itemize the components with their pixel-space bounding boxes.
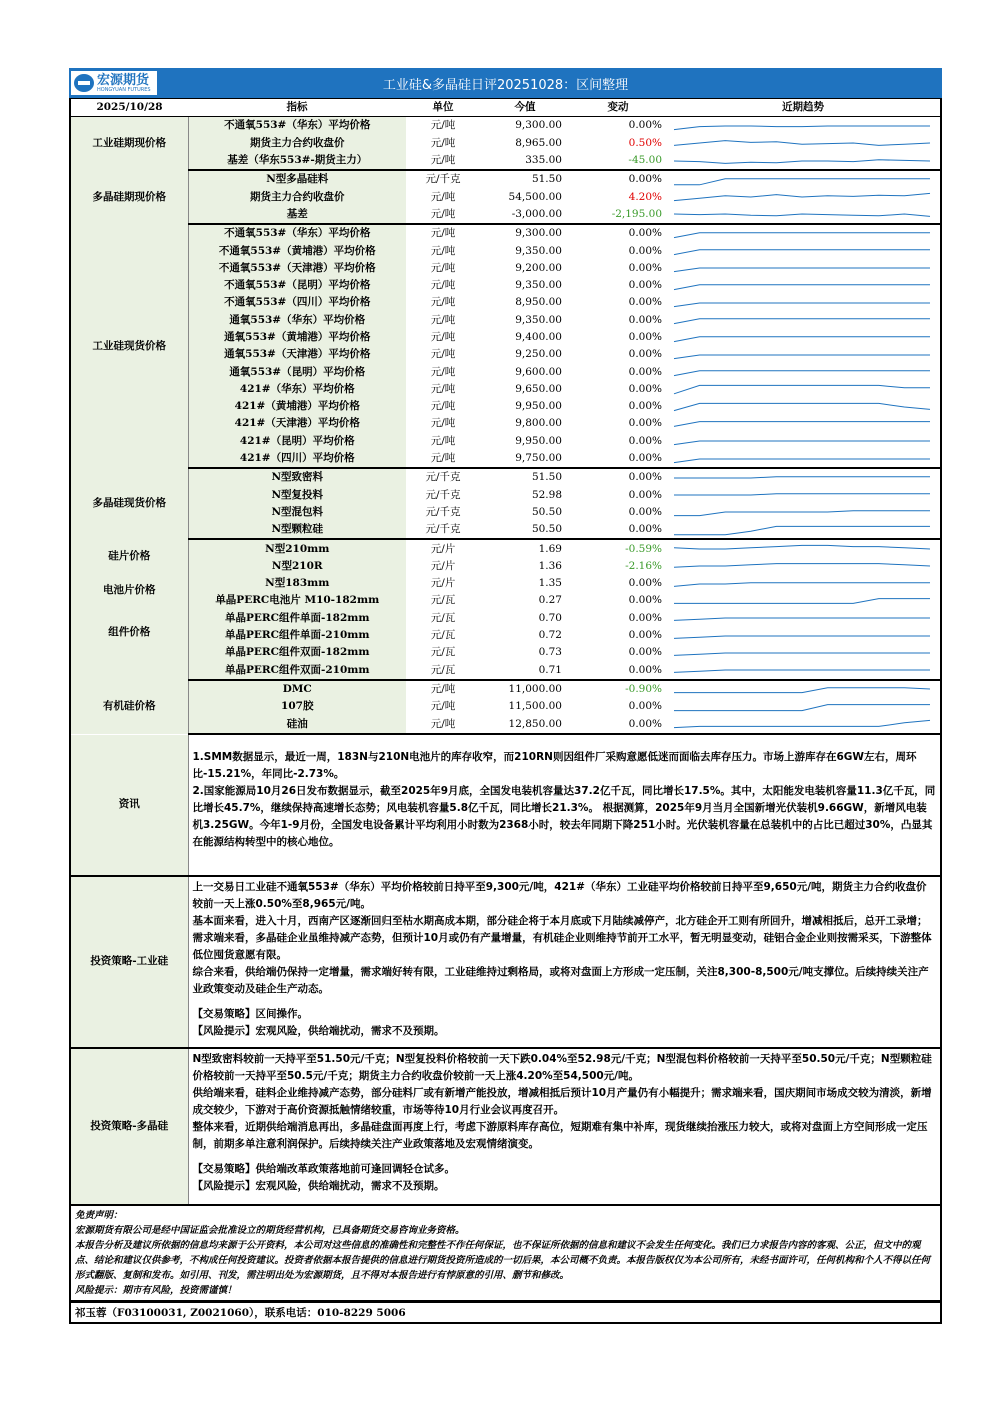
value-cell: -3,000.00 bbox=[480, 206, 570, 224]
group-label: 多晶硅期现价格 bbox=[71, 170, 188, 224]
trend-sparkline bbox=[666, 135, 940, 152]
unit-cell: 元/吨 bbox=[406, 152, 480, 170]
change-cell: 0.00% bbox=[628, 417, 662, 430]
indicator-name: 单晶PERC组件双面-210mm bbox=[188, 662, 406, 680]
trend-line bbox=[674, 336, 930, 341]
indicator-name: 421#（天津港）平均价格 bbox=[188, 415, 406, 432]
value-cell: 9,300.00 bbox=[515, 227, 562, 240]
news-paragraph: 1.SMM数据显示，最近一周，183N与210N电池片的库存收窄，而210RN则因组件厂采购意愿低迷而面临去库存压力。市场上游库存在6GW左右，周环比-15.21%，年同比-2.73%。 bbox=[192, 750, 917, 780]
change-cell: -2,195.00 bbox=[570, 206, 666, 224]
value-cell: 9,400.00 bbox=[515, 331, 562, 343]
indicator-name: 421#（昆明）平均价格 bbox=[188, 433, 406, 450]
news-label: 资讯 bbox=[71, 735, 188, 876]
strategy-si-paragraph: 【交易策略】区间操作。 bbox=[192, 1007, 308, 1020]
table-row bbox=[71, 415, 940, 432]
table-row bbox=[71, 170, 940, 188]
trend-line bbox=[674, 422, 930, 427]
indicator-name: 不通氧553#（黄埔港）平均价格 bbox=[188, 242, 406, 259]
price-table-wrap bbox=[69, 98, 942, 1206]
trend-line bbox=[674, 720, 930, 727]
trend-line bbox=[674, 511, 930, 516]
unit-cell: 元/吨 bbox=[430, 244, 456, 257]
trend-line bbox=[674, 403, 930, 410]
header-unit: 单位 bbox=[406, 99, 480, 117]
change-cell: 0.00% bbox=[628, 261, 662, 274]
table-row bbox=[71, 662, 940, 680]
unit-cell: 元/吨 bbox=[430, 417, 456, 430]
indicator-name: 通氧553#（黄埔港）平均价格 bbox=[188, 329, 406, 346]
value-cell: 9,350.00 bbox=[515, 244, 562, 257]
table-row bbox=[71, 381, 940, 398]
change-cell: 4.20% bbox=[628, 190, 662, 203]
indicator-name: 单晶PERC组件双面-182mm bbox=[188, 644, 406, 661]
change-cell: 0.00% bbox=[628, 577, 662, 590]
group-label bbox=[71, 539, 188, 679]
indicator-name: N型210R bbox=[188, 558, 406, 575]
trend-line bbox=[674, 371, 930, 376]
unit-cell: 元/千克 bbox=[406, 521, 480, 539]
change-cell: 0.00% bbox=[628, 700, 662, 713]
value-cell: 9,800.00 bbox=[515, 417, 562, 430]
trend-sparkline bbox=[666, 312, 940, 329]
indicator-name: 基差 bbox=[188, 206, 406, 224]
strategy-poly-paragraph: 供给端来看，硅料企业维持减产态势，部分硅料厂或有新增产能投放，增减相抵后预计10月产量仍有小幅提升；需求端来看，国庆期间市场成交较为清淡，新增成交较少，下游对于高价资源抵触情绪较重，市场等待10月行业会议再度召开。 bbox=[192, 1086, 932, 1116]
unit-cell: 元/吨 bbox=[430, 261, 456, 274]
indicator-name: 单晶PERC电池片 M10-182mm bbox=[188, 592, 406, 609]
trend-sparkline bbox=[666, 450, 940, 468]
table-row bbox=[71, 521, 940, 539]
trend-line bbox=[674, 636, 930, 638]
value-cell: 12,850.00 bbox=[480, 715, 570, 733]
indicator-name: 单晶PERC组件单面-210mm bbox=[188, 627, 406, 644]
trend-line bbox=[674, 477, 930, 478]
value-cell: 9,600.00 bbox=[515, 365, 562, 378]
trend-line bbox=[674, 459, 930, 463]
value-cell: 1.69 bbox=[538, 542, 562, 555]
trend-sparkline bbox=[666, 260, 940, 277]
unit-cell: 元/吨 bbox=[430, 331, 456, 343]
trend-sparkline bbox=[666, 329, 940, 346]
change-cell: 0.00% bbox=[628, 296, 662, 309]
group-label: 工业硅期现价格 bbox=[71, 117, 188, 170]
trend-sparkline bbox=[666, 575, 940, 592]
trend-sparkline bbox=[666, 539, 940, 557]
trend-sparkline bbox=[666, 294, 940, 311]
value-cell: 11,000.00 bbox=[508, 682, 562, 695]
unit-cell: 元/吨 bbox=[406, 450, 480, 468]
trend-sparkline bbox=[666, 521, 940, 539]
trend-line bbox=[674, 194, 930, 201]
table-row bbox=[71, 260, 940, 277]
header-change: 变动 bbox=[570, 99, 666, 117]
value-cell: 50.50 bbox=[531, 505, 562, 518]
table-row bbox=[71, 224, 940, 242]
strategy-poly-label: 投资策略-多晶硅 bbox=[71, 1048, 188, 1204]
unit-cell: 元/瓦 bbox=[406, 662, 480, 680]
indicator-name: 单晶PERC组件单面-182mm bbox=[188, 610, 406, 627]
value-cell: 9,200.00 bbox=[515, 261, 562, 274]
table-row bbox=[71, 329, 940, 346]
trend-sparkline bbox=[666, 415, 940, 432]
unit-cell: 元/吨 bbox=[430, 348, 456, 361]
value-cell: 1.36 bbox=[538, 559, 562, 572]
trend-line bbox=[674, 653, 930, 655]
value-cell: 9,950.00 bbox=[515, 400, 562, 413]
table-row bbox=[71, 117, 940, 135]
header-today: 今值 bbox=[480, 99, 570, 117]
price-table bbox=[71, 99, 940, 735]
value-cell: 11,500.00 bbox=[508, 700, 562, 713]
unit-cell: 元/吨 bbox=[430, 365, 456, 378]
indicator-name: 不通氧553#（华东）平均价格 bbox=[188, 117, 406, 135]
value-cell: 0.71 bbox=[480, 662, 570, 680]
indicator-name: N型183mm bbox=[188, 575, 406, 592]
value-cell: 8,950.00 bbox=[515, 296, 562, 309]
indicator-name: N型多晶硅料 bbox=[188, 170, 406, 188]
trend-line bbox=[674, 141, 930, 146]
value-cell: 51.50 bbox=[531, 173, 562, 186]
header-trend: 近期趋势 bbox=[666, 99, 940, 117]
trend-line bbox=[674, 159, 930, 163]
strategy-poly-paragraph: 【风险提示】宏观风险，供给端扰动，需求不及预期。 bbox=[192, 1179, 445, 1192]
change-cell: 0.00% bbox=[570, 521, 666, 539]
unit-cell: 元/瓦 bbox=[430, 611, 456, 624]
strategy-poly-paragraph: 整体来看，近期供给端消息再出，多晶硅盘面再度上行，考虑下游原料库存高位，短期难有集中补库，现货继续抬涨压力较大，或将对盘面上方空间形成一定压制，前期多单注意利润保护。后续持续关注产业政策落地及宏观情绪演变。 bbox=[192, 1120, 928, 1150]
value-cell: 0.72 bbox=[538, 629, 562, 642]
table-header-row bbox=[71, 99, 940, 117]
news-row bbox=[71, 735, 940, 876]
disclaimer-risk: 风险提示：期市有风险，投资需谨慎！ bbox=[75, 1284, 237, 1296]
group-label: 多晶硅现货价格 bbox=[71, 468, 188, 539]
table-row bbox=[71, 242, 940, 259]
table-row bbox=[71, 644, 940, 661]
trend-line bbox=[674, 250, 930, 255]
change-cell: 0.00% bbox=[628, 313, 662, 326]
value-cell: 9,250.00 bbox=[515, 348, 562, 361]
trend-sparkline bbox=[666, 433, 940, 450]
trend-line bbox=[674, 319, 930, 324]
change-cell: 0.00% bbox=[628, 365, 662, 378]
header-date: 2025/10/28 bbox=[71, 99, 188, 117]
report-page bbox=[69, 68, 942, 1324]
unit-cell: 元/千克 bbox=[425, 173, 461, 186]
trend-sparkline bbox=[666, 504, 940, 521]
strategy-si-paragraph: 上一交易日工业硅不通氧553#（华东）平均价格较前日持平至9,300元/吨，421#（华东）工业硅平均价格较前日持平至9,650元/吨，期货主力合约收盘价较前一天上涨0.50%至8,965元/吨。 bbox=[192, 880, 927, 910]
group-label: 工业硅现货价格 bbox=[71, 224, 188, 468]
trend-sparkline bbox=[666, 715, 940, 733]
change-cell: 0.00% bbox=[628, 594, 662, 607]
trend-sparkline bbox=[666, 188, 940, 205]
unit-cell: 元/吨 bbox=[406, 206, 480, 224]
group-label: 有机硅价格 bbox=[71, 680, 188, 734]
trend-sparkline bbox=[666, 627, 940, 644]
unit-cell: 元/吨 bbox=[430, 682, 456, 695]
unit-cell: 元/吨 bbox=[430, 400, 456, 413]
strategy-si-label: 投资策略-工业硅 bbox=[71, 876, 188, 1048]
value-cell: 9,950.00 bbox=[515, 434, 562, 447]
trend-line bbox=[674, 526, 930, 534]
indicator-name: 通氧553#（天津港）平均价格 bbox=[188, 346, 406, 363]
indicator-name: 期货主力合约收盘价 bbox=[188, 188, 406, 205]
unit-cell: 元/片 bbox=[430, 559, 456, 572]
indicator-name: 不通氧553#（昆明）平均价格 bbox=[188, 277, 406, 294]
change-cell: 0.00% bbox=[628, 331, 662, 343]
value-cell: 51.50 bbox=[531, 471, 562, 484]
unit-cell: 元/瓦 bbox=[430, 629, 456, 642]
unit-cell: 元/片 bbox=[430, 577, 456, 590]
strategy-si-paragraph: 综合来看，供给端仍保持一定增量，需求端好转有限，工业硅维持过剩格局，或将对盘面上方形成一定压制，关注8,300-8,500元/吨支撑位。后续持续关注产业政策变动及硅企生产动态。 bbox=[192, 965, 929, 995]
trend-line bbox=[674, 179, 930, 185]
indicator-name: N型混包料 bbox=[188, 504, 406, 521]
trend-sparkline bbox=[666, 592, 940, 609]
change-cell: 0.00% bbox=[628, 227, 662, 240]
trend-line bbox=[674, 670, 930, 672]
trend-sparkline bbox=[666, 644, 940, 661]
trend-sparkline bbox=[666, 381, 940, 398]
table-row bbox=[71, 135, 940, 152]
strategy-poly-paragraph: 【交易策略】供给端改革政策落地前可逢回调轻仓试多。 bbox=[192, 1162, 455, 1175]
change-cell: 0.00% bbox=[570, 662, 666, 680]
table-row bbox=[71, 294, 940, 311]
value-cell: 9,300.00 bbox=[515, 119, 562, 132]
value-cell: 8,965.00 bbox=[515, 136, 562, 149]
indicator-name: N型210mm bbox=[188, 539, 406, 557]
news-paragraph: 2.国家能源局10月26日发布数据显示，截至2025年9月底，全国发电装机容量达37.2亿千瓦，同比增长17.5%。其中，太阳能发电装机容量11.3亿千瓦，同比增长45.7%，继续保持高速增长态势；风电装机容量5.8亿千瓦，同比增长21.3%。 根据测算，2025年9月当月全国新增光伏装机9.66GW，新增风电装机3.25GW。今年1-9月份，全国发电设备累计平均利用小时数为2368小时，较去年同期下降251小时。光伏装机容量在总装机中的占比已超过30%，凸显其在能源结构转型中的核心地位。 bbox=[192, 784, 936, 848]
strategy-poly-row bbox=[71, 1048, 940, 1204]
indicator-name: 通氧553#（昆明）平均价格 bbox=[188, 363, 406, 380]
table-row bbox=[71, 398, 940, 415]
trend-line bbox=[674, 284, 930, 289]
change-cell: 0.00% bbox=[628, 119, 662, 132]
strategy-si-paragraph: 基本面来看，进入十月，西南产区逐渐回归至枯水期高成本期，部分硅企将于本月底或下月陆续减停产，北方硅企开工则有所回升，增减相抵后，总开工录增；需求端来看，多晶硅企业虽维持减产态势，但预计10月或仍有产量增量，有机硅企业则维持节前开工水平，暂无明显变动，硅铝合金企业则按需采买，下游整体低位囤货意愿有限。 bbox=[192, 914, 932, 961]
trend-line bbox=[674, 441, 930, 445]
trend-sparkline bbox=[666, 558, 940, 575]
change-cell: 0.00% bbox=[628, 382, 662, 395]
disclaimer bbox=[69, 1206, 942, 1302]
table-row bbox=[71, 698, 940, 715]
trend-line bbox=[674, 386, 930, 394]
trend-line bbox=[674, 268, 930, 272]
unit-cell: 元/瓦 bbox=[430, 646, 456, 659]
value-cell: 9,350.00 bbox=[515, 279, 562, 292]
unit-cell: 元/片 bbox=[430, 542, 456, 555]
value-cell: 9,350.00 bbox=[515, 313, 562, 326]
trend-sparkline bbox=[666, 152, 940, 170]
change-cell: 0.00% bbox=[628, 488, 662, 501]
unit-cell: 元/吨 bbox=[430, 136, 456, 149]
change-cell: 0.00% bbox=[628, 173, 662, 186]
change-cell: 0.00% bbox=[628, 611, 662, 624]
change-cell: -0.59% bbox=[625, 542, 662, 555]
value-cell: 0.70 bbox=[538, 611, 562, 624]
group-label-part: 电池片价格 bbox=[103, 584, 156, 597]
analyst-contact: 祁玉蓉（F03100031, Z0021060），联系电话：010-8229 5006 bbox=[69, 1302, 942, 1324]
table-row bbox=[71, 575, 940, 592]
indicator-name: 期货主力合约收盘价 bbox=[188, 135, 406, 152]
change-cell: -45.00 bbox=[570, 152, 666, 170]
table-row bbox=[71, 152, 940, 170]
table-row bbox=[71, 539, 940, 557]
change-cell: 0.00% bbox=[628, 279, 662, 292]
value-cell: 1.35 bbox=[538, 577, 562, 590]
table-row bbox=[71, 363, 940, 380]
change-cell: -2.16% bbox=[625, 559, 662, 572]
table-row bbox=[71, 206, 940, 224]
table-row bbox=[71, 450, 940, 468]
table-row bbox=[71, 592, 940, 609]
value-cell: 0.73 bbox=[538, 646, 562, 659]
text-table bbox=[71, 735, 940, 1204]
indicator-name: 421#（四川）平均价格 bbox=[188, 450, 406, 468]
indicator-name: 不通氧553#（天津港）平均价格 bbox=[188, 260, 406, 277]
unit-cell: 元/吨 bbox=[430, 190, 456, 203]
change-cell: 0.00% bbox=[628, 629, 662, 642]
table-row bbox=[71, 188, 940, 205]
value-cell: 335.00 bbox=[480, 152, 570, 170]
value-cell: 0.27 bbox=[538, 594, 562, 607]
unit-cell: 元/千克 bbox=[425, 488, 461, 501]
group-label-part: 硅片价格 bbox=[108, 550, 151, 563]
indicator-name: N型致密料 bbox=[188, 468, 406, 486]
unit-cell: 元/吨 bbox=[406, 715, 480, 733]
indicator-name: 基差（华东553#-期货主力） bbox=[188, 152, 406, 170]
change-cell: 0.00% bbox=[628, 471, 662, 484]
strategy-poly-paragraph: N型致密料较前一天持平至51.50元/千克；N型复投料价格较前一天下跌0.04%至52.98元/千克；N型混包料价格较前一天持平至50.50元/千克；N型颗粒硅价格较前一天持平至50.5元/千克；期货主力合约收盘价较前一天上涨4.20%至54,500元/吨。 bbox=[192, 1052, 932, 1082]
indicator-name: DMC bbox=[188, 680, 406, 698]
trend-sparkline bbox=[666, 610, 940, 627]
table-row bbox=[71, 433, 940, 450]
trend-sparkline bbox=[666, 242, 940, 259]
table-row bbox=[71, 627, 940, 644]
unit-cell: 元/千克 bbox=[425, 505, 461, 518]
change-cell: 0.00% bbox=[570, 450, 666, 468]
trend-line bbox=[674, 126, 930, 130]
table-row bbox=[71, 504, 940, 521]
change-cell: 0.00% bbox=[628, 400, 662, 413]
trend-line bbox=[674, 545, 930, 549]
trend-sparkline bbox=[666, 662, 940, 680]
strategy-si-paragraph bbox=[193, 998, 937, 1006]
trend-line bbox=[674, 582, 930, 586]
strategy-si-row bbox=[71, 876, 940, 1048]
logo-cn-text: 宏源期货 bbox=[97, 72, 150, 88]
trend-sparkline bbox=[666, 117, 940, 135]
strategy-si-body bbox=[188, 876, 940, 1048]
news-body bbox=[188, 735, 940, 876]
value-cell: 52.98 bbox=[531, 488, 562, 501]
indicator-name: N型复投料 bbox=[188, 487, 406, 504]
unit-cell: 元/吨 bbox=[430, 313, 456, 326]
strategy-poly-paragraph bbox=[193, 1153, 937, 1161]
trend-line bbox=[674, 564, 930, 568]
change-cell: 0.00% bbox=[570, 715, 666, 733]
indicator-name: N型颗粒硅 bbox=[188, 521, 406, 539]
disclaimer-title: 免责声明： bbox=[75, 1209, 123, 1221]
unit-cell: 元/吨 bbox=[430, 382, 456, 395]
table-row bbox=[71, 680, 940, 698]
trend-sparkline bbox=[666, 277, 940, 294]
trend-sparkline bbox=[666, 698, 940, 715]
value-cell: 9,650.00 bbox=[515, 382, 562, 395]
unit-cell: 元/瓦 bbox=[430, 594, 456, 607]
table-row bbox=[71, 715, 940, 733]
change-cell: 0.00% bbox=[628, 505, 662, 518]
unit-cell: 元/吨 bbox=[430, 227, 456, 240]
logo-en-text: HONGYUAN FUTURES bbox=[97, 86, 151, 93]
trend-line bbox=[674, 599, 930, 604]
indicator-name: 通氧553#（华东）平均价格 bbox=[188, 312, 406, 329]
disclaimer-line: 宏源期货有限公司是经中国证监会批准设立的期货经营机构，已具备期货交易咨询业务资格。 bbox=[75, 1224, 465, 1236]
indicator-name: 不通氧553#（四川）平均价格 bbox=[188, 294, 406, 311]
value-cell: 9,750.00 bbox=[480, 450, 570, 468]
trend-sparkline bbox=[666, 346, 940, 363]
report-header bbox=[69, 68, 942, 98]
trend-sparkline bbox=[666, 487, 940, 504]
strategy-si-paragraph: 【风险提示】宏观风险，供给端扰动，需求不及预期。 bbox=[192, 1024, 445, 1037]
trend-sparkline bbox=[666, 680, 940, 698]
table-row bbox=[71, 610, 940, 627]
report-title: 工业硅&多晶硅日评20251028：区间整理 bbox=[382, 78, 629, 93]
group-label-part: 组件价格 bbox=[108, 626, 151, 639]
header-indicator: 指标 bbox=[188, 99, 406, 117]
trend-sparkline bbox=[666, 398, 940, 415]
unit-cell: 元/吨 bbox=[430, 296, 456, 309]
change-cell: 0.00% bbox=[628, 646, 662, 659]
table-row bbox=[71, 558, 940, 575]
table-row bbox=[71, 312, 940, 329]
trend-sparkline bbox=[666, 206, 940, 224]
strategy-poly-body bbox=[188, 1048, 940, 1204]
change-cell: 0.50% bbox=[628, 136, 662, 149]
trend-line bbox=[674, 704, 930, 710]
table-row bbox=[71, 468, 940, 486]
trend-sparkline bbox=[666, 224, 940, 242]
change-cell: 0.00% bbox=[628, 348, 662, 361]
trend-line bbox=[674, 303, 930, 307]
trend-line bbox=[674, 214, 930, 216]
change-cell: 0.00% bbox=[628, 244, 662, 257]
disclaimer-line: 本报告分析及建议所依据的信息均来源于公开资料，本公司对这些信息的准确性和完整性不作任何保证，也不保证所依据的信息和建议不会发生任何变化。我们已力求报告内容的客观、公正，但文中的观点、结论和建议仅供参考，不构成任何投资建议。投资者依据本报告提供的信息进行期货投资所造成的一切后果，本公司概不负责。本报告版权仅为本公司所有，未经书面许可，任何机构和个人不得以任何形式翻版、复制和发布。如引用、刊发，需注明出处为宏源期货，且不得对本报告进行有悖原意的引用、删节和修改。 bbox=[75, 1239, 931, 1281]
trend-line bbox=[674, 688, 930, 693]
table-row bbox=[71, 277, 940, 294]
change-cell: 0.00% bbox=[628, 434, 662, 447]
trend-line bbox=[674, 618, 930, 620]
table-row bbox=[71, 487, 940, 504]
indicator-name: 107胶 bbox=[188, 698, 406, 715]
trend-sparkline bbox=[666, 363, 940, 380]
trend-line bbox=[674, 355, 930, 359]
unit-cell: 元/吨 bbox=[430, 119, 456, 132]
change-cell: -0.90% bbox=[625, 682, 662, 695]
indicator-name: 不通氧553#（华东）平均价格 bbox=[188, 224, 406, 242]
indicator-name: 421#（黄埔港）平均价格 bbox=[188, 398, 406, 415]
unit-cell: 元/吨 bbox=[430, 434, 456, 447]
table-row bbox=[71, 346, 940, 363]
value-cell: 50.50 bbox=[480, 521, 570, 539]
trend-sparkline bbox=[666, 170, 940, 188]
indicator-name: 421#（华东）平均价格 bbox=[188, 381, 406, 398]
trend-line bbox=[674, 233, 930, 238]
unit-cell: 元/千克 bbox=[425, 471, 461, 484]
indicator-name: 硅油 bbox=[188, 715, 406, 733]
unit-cell: 元/吨 bbox=[430, 279, 456, 292]
trend-line bbox=[674, 494, 930, 495]
trend-sparkline bbox=[666, 468, 940, 486]
value-cell: 54,500.00 bbox=[508, 190, 562, 203]
unit-cell: 元/吨 bbox=[430, 700, 456, 713]
